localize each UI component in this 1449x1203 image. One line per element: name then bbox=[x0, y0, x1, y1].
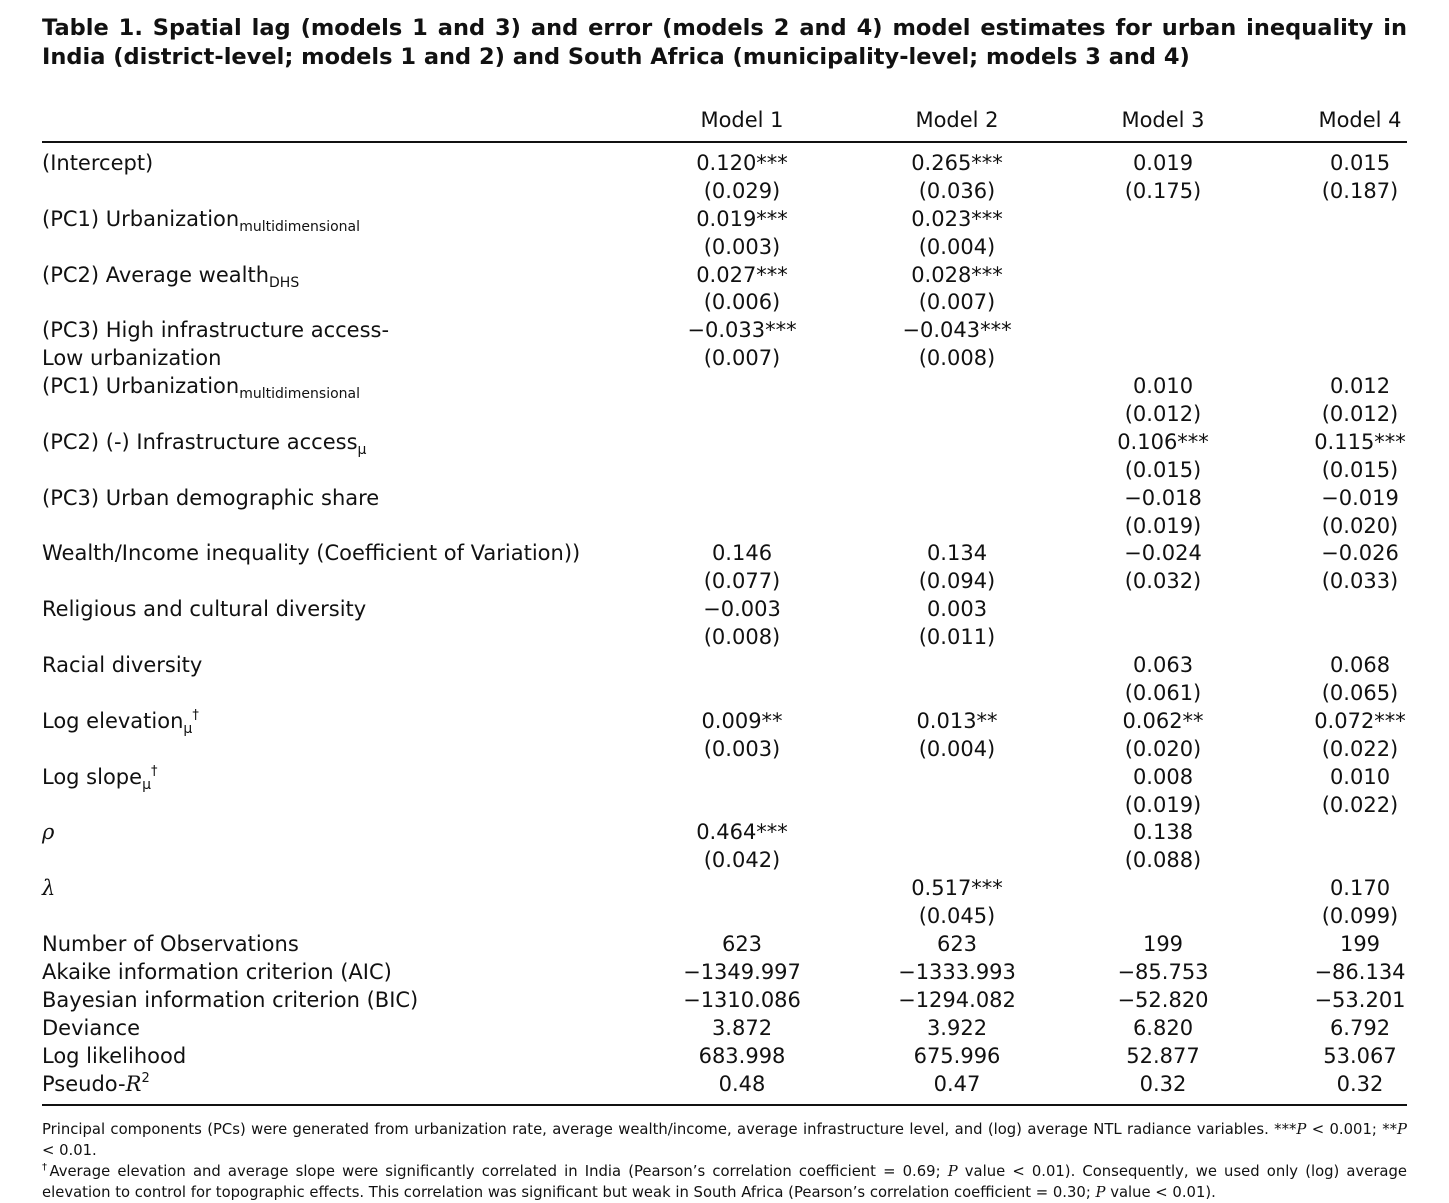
label-religious-diversity: Religious and cultural diversity bbox=[42, 597, 367, 621]
label-log-likelihood: Log likelihood bbox=[42, 1044, 187, 1068]
cell-pc3-sa-se-m4: (0.020) bbox=[1321, 514, 1399, 538]
cell-pc1-india-m1: 0.019*** bbox=[696, 207, 788, 231]
label-log-elevation: Log elevation$_\mu$† bbox=[42, 708, 199, 737]
cell-pc2-sa-m3: 0.106*** bbox=[1117, 430, 1209, 454]
cell-wealth-m1: 0.146 bbox=[711, 541, 773, 565]
cell-intercept-m1: 0.120*** bbox=[696, 151, 788, 175]
cell-aic-m3: −85.753 bbox=[1117, 960, 1209, 984]
cell-religious-m2: 0.003 bbox=[926, 597, 988, 621]
label-racial-diversity: Racial diversity bbox=[42, 653, 203, 677]
cell-aic-m2: −1333.993 bbox=[898, 960, 1016, 984]
table-bottom-rule bbox=[42, 1104, 1407, 1106]
label-pc3-india-line1: (PC3) High infrastructure access- bbox=[42, 318, 390, 342]
cell-wealth-se-m4: (0.033) bbox=[1321, 569, 1399, 593]
cell-pc1-sa-se-m3: (0.012) bbox=[1124, 402, 1202, 426]
cell-nobs-m3: 199 bbox=[1142, 932, 1184, 956]
cell-wealth-m4: −0.026 bbox=[1321, 541, 1399, 565]
cell-pseudo-r2-m4: 0.32 bbox=[1336, 1072, 1384, 1096]
cell-wealth-se-m2: (0.094) bbox=[918, 569, 996, 593]
header-model-1: Model 1 bbox=[700, 108, 784, 132]
cell-slope-se-m3: (0.019) bbox=[1124, 793, 1202, 817]
cell-pc2-sa-se-m3: (0.015) bbox=[1124, 458, 1202, 482]
cell-bic-m2: −1294.082 bbox=[898, 988, 1016, 1012]
cell-pc1-india-se-m1: (0.003) bbox=[703, 235, 781, 259]
cell-intercept-se-m4: (0.187) bbox=[1321, 179, 1399, 203]
cell-loglik-m2: 675.996 bbox=[913, 1044, 1001, 1068]
cell-slope-se-m4: (0.022) bbox=[1321, 793, 1399, 817]
label-pc1-sa: (PC1) Urbanization$_{multidimensional}$ bbox=[42, 374, 360, 402]
cell-religious-se-m2: (0.011) bbox=[918, 625, 996, 649]
cell-pc2-sa-se-m4: (0.015) bbox=[1321, 458, 1399, 482]
label-number-of-observations: Number of Observations bbox=[42, 932, 299, 956]
cell-bic-m3: −52.820 bbox=[1117, 988, 1209, 1012]
cell-lambda-m4: 0.170 bbox=[1329, 876, 1391, 900]
cell-religious-m1: −0.003 bbox=[703, 597, 781, 621]
cell-intercept-se-m2: (0.036) bbox=[918, 179, 996, 203]
label-pseudo-r2: Pseudo-$R^2$ bbox=[42, 1071, 150, 1096]
cell-racial-m4: 0.068 bbox=[1329, 653, 1391, 677]
cell-aic-m4: −86.134 bbox=[1314, 960, 1406, 984]
cell-pc1-sa-m3: 0.010 bbox=[1132, 374, 1194, 398]
cell-intercept-m2: 0.265*** bbox=[911, 151, 1003, 175]
cell-intercept-m4: 0.015 bbox=[1329, 151, 1391, 175]
cell-religious-se-m1: (0.008) bbox=[703, 625, 781, 649]
cell-wealth-se-m1: (0.077) bbox=[703, 569, 781, 593]
label-lambda: λ bbox=[42, 876, 56, 900]
header-model-2: Model 2 bbox=[915, 108, 999, 132]
cell-deviance-m3: 6.820 bbox=[1132, 1016, 1194, 1040]
cell-slope-m4: 0.010 bbox=[1329, 765, 1391, 789]
cell-rho-se-m3: (0.088) bbox=[1124, 848, 1202, 872]
label-deviance: Deviance bbox=[42, 1016, 140, 1040]
cell-rho-m1: 0.464*** bbox=[696, 820, 788, 844]
cell-rho-se-m1: (0.042) bbox=[703, 848, 781, 872]
cell-pseudo-r2-m1: 0.48 bbox=[718, 1072, 766, 1096]
cell-nobs-m4: 199 bbox=[1339, 932, 1381, 956]
cell-bic-m4: −53.201 bbox=[1314, 988, 1406, 1012]
cell-pc3-sa-m3: −0.018 bbox=[1124, 486, 1202, 510]
label-aic: Akaike information criterion (AIC) bbox=[42, 960, 392, 984]
label-pc1-india: (PC1) Urbanization$_{multidimensional}$ bbox=[42, 207, 360, 235]
cell-racial-m3: 0.063 bbox=[1132, 653, 1194, 677]
cell-elev-m1: 0.009** bbox=[701, 709, 783, 733]
label-pc2-india: (PC2) Average wealth$_{DHS}$ bbox=[42, 263, 300, 291]
cell-intercept-m3: 0.019 bbox=[1132, 151, 1194, 175]
cell-pc3-india-m1: −0.033*** bbox=[687, 318, 797, 342]
cell-deviance-m4: 6.792 bbox=[1329, 1016, 1391, 1040]
cell-racial-se-m3: (0.061) bbox=[1124, 681, 1202, 705]
table-footnotes bbox=[42, 1119, 1407, 1203]
cell-wealth-m2: 0.134 bbox=[926, 541, 988, 565]
cell-aic-m1: −1349.997 bbox=[683, 960, 801, 984]
cell-deviance-m1: 3.872 bbox=[711, 1016, 773, 1040]
cell-pc1-india-m2: 0.023*** bbox=[911, 207, 1003, 231]
cell-elev-m3: 0.062** bbox=[1122, 709, 1204, 733]
label-rho: ρ bbox=[42, 820, 55, 844]
cell-elev-se-m1: (0.003) bbox=[703, 737, 781, 761]
cell-elev-se-m2: (0.004) bbox=[918, 737, 996, 761]
label-pc3-sa: (PC3) Urban demographic share bbox=[42, 486, 380, 510]
cell-pc1-sa-m4: 0.012 bbox=[1329, 374, 1391, 398]
cell-elev-se-m3: (0.020) bbox=[1124, 737, 1202, 761]
cell-pc2-sa-m4: 0.115*** bbox=[1314, 430, 1406, 454]
label-pc3-india-line2: Low urbanization bbox=[42, 346, 222, 370]
cell-wealth-se-m3: (0.032) bbox=[1124, 569, 1202, 593]
cell-wealth-m3: −0.024 bbox=[1124, 541, 1202, 565]
cell-pc3-sa-se-m3: (0.019) bbox=[1124, 514, 1202, 538]
cell-lambda-se-m2: (0.045) bbox=[918, 904, 996, 928]
cell-intercept-se-m1: (0.029) bbox=[703, 179, 781, 203]
cell-lambda-m2: 0.517*** bbox=[911, 876, 1003, 900]
label-log-slope: Log slope$_\mu$† bbox=[42, 764, 158, 793]
cell-loglik-m4: 53.067 bbox=[1323, 1044, 1397, 1068]
cell-pseudo-r2-m2: 0.47 bbox=[933, 1072, 981, 1096]
cell-racial-se-m4: (0.065) bbox=[1321, 681, 1399, 705]
cell-pc1-india-se-m2: (0.004) bbox=[918, 235, 996, 259]
cell-pc3-india-se-m2: (0.008) bbox=[918, 346, 996, 370]
cell-slope-m3: 0.008 bbox=[1132, 765, 1194, 789]
cell-pseudo-r2-m3: 0.32 bbox=[1139, 1072, 1187, 1096]
cell-rho-m3: 0.138 bbox=[1132, 820, 1194, 844]
cell-loglik-m3: 52.877 bbox=[1126, 1044, 1200, 1068]
cell-pc1-sa-se-m4: (0.012) bbox=[1321, 402, 1399, 426]
cell-nobs-m1: 623 bbox=[721, 932, 763, 956]
header-top-rule bbox=[42, 141, 1407, 143]
cell-elev-m4: 0.072*** bbox=[1314, 709, 1406, 733]
cell-pc2-india-se-m2: (0.007) bbox=[918, 290, 996, 314]
header-model-4: Model 4 bbox=[1318, 108, 1402, 132]
label-pc2-sa: (PC2) (-) Infrastructure access$_\mu$ bbox=[42, 430, 367, 458]
cell-bic-m1: −1310.086 bbox=[683, 988, 801, 1012]
cell-lambda-se-m4: (0.099) bbox=[1321, 904, 1399, 928]
table-title: Table 1. Spatial lag (models 1 and 3) and error (models 2 and 4) model estimates for urban inequality in India (district-level; models 1 and 2) and South Africa (municipality-level; models 3 and 4) bbox=[42, 15, 1407, 70]
cell-pc2-india-m1: 0.027*** bbox=[696, 263, 788, 287]
cell-pc2-india-m2: 0.028*** bbox=[911, 263, 1003, 287]
cell-pc3-sa-m4: −0.019 bbox=[1321, 486, 1399, 510]
header-model-3: Model 3 bbox=[1121, 108, 1205, 132]
cell-intercept-se-m3: (0.175) bbox=[1124, 179, 1202, 203]
cell-pc3-india-se-m1: (0.007) bbox=[703, 346, 781, 370]
label-bic: Bayesian information criterion (BIC) bbox=[42, 988, 419, 1012]
cell-pc2-india-se-m1: (0.006) bbox=[703, 290, 781, 314]
cell-elev-se-m4: (0.022) bbox=[1321, 737, 1399, 761]
label-wealth-inequality: Wealth/Income inequality (Coefficient of Variation)) bbox=[42, 541, 581, 565]
cell-nobs-m2: 623 bbox=[936, 932, 978, 956]
cell-loglik-m1: 683.998 bbox=[698, 1044, 786, 1068]
footnote-pcs: Principal components (PCs) were generated from urbanization rate, average wealth/income, average infrastructure level, and (log) average NTL radiance variables. ***P < 0.001; **P < 0.01. bbox=[42, 1121, 1407, 1159]
cell-elev-m2: 0.013** bbox=[916, 709, 998, 733]
label-intercept: (Intercept) bbox=[42, 151, 154, 175]
cell-pc3-india-m2: −0.043*** bbox=[902, 318, 1012, 342]
cell-deviance-m2: 3.922 bbox=[926, 1016, 988, 1040]
footnote-dagger: †Average elevation and average slope were significantly correlated in India (Pearson’s correlation coefficient = 0.69; P value < 0.01). Consequently, we used only (log) average elevation to control for topographic effects. This correlation was significant but weak in South Africa (Pearson’s correlation coefficient = 0.30; P value < 0.01). bbox=[42, 1162, 1407, 1201]
